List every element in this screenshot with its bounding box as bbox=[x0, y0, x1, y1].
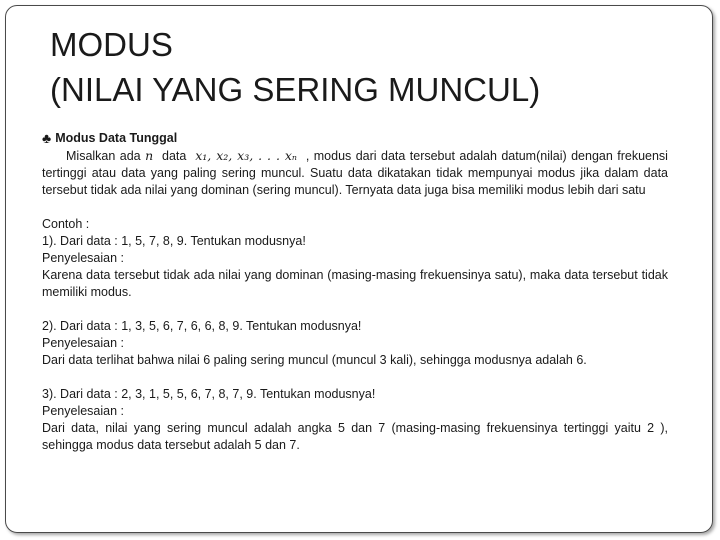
slide-content bbox=[42, 130, 668, 454]
var-x-sequence: x₁, x₂, x₃, . . . xₙ bbox=[195, 148, 297, 163]
title-line-1: MODUS bbox=[50, 26, 173, 63]
example-3-solution-label: Penyelesaian : bbox=[42, 404, 125, 418]
intro-post: , modus dari data tersebut adalah datum(nilai) dengan frekuensi tertinggi atau data yang paling sering muncul. Suatu data dikatakan tidak mempunyai modus jika dalam data tersebut tidak ada nilai yang dominan (sering muncul). Ternyata data juga bisa memiliki modus lebih dari satu bbox=[42, 149, 668, 197]
example-3-question: 3). Dari data : 2, 3, 1, 5, 5, 6, 7, 8, 7, 9. Tentukan modusnya! bbox=[42, 387, 376, 401]
intro-pre: Misalkan ada bbox=[66, 149, 141, 163]
slide-title bbox=[50, 22, 540, 112]
example-1-solution: Karena data tersebut tidak ada nilai yang dominan (masing-masing frekuensinya satu), maka data tersebut tidak memiliki modus. bbox=[42, 268, 668, 299]
section-heading bbox=[42, 130, 668, 147]
example-2-solution: Dari data terlihat bahwa nilai 6 paling sering muncul (muncul 3 kali), sehingga modusnya adalah 6. bbox=[42, 353, 587, 367]
title-line-2: (NILAI YANG SERING MUNCUL) bbox=[50, 71, 541, 108]
var-n: n bbox=[145, 148, 154, 163]
example-3-solution: Dari data, nilai yang sering muncul adalah angka 5 dan 7 (masing-masing frekuensinya tertinggi yaitu 2 ), sehingga modus data tersebut adalah 5 dan 7. bbox=[42, 421, 668, 452]
example-2-solution-label: Penyelesaian : bbox=[42, 336, 125, 350]
intro-mid: data bbox=[162, 149, 187, 163]
example-1-question: 1). Dari data : 1, 5, 7, 8, 9. Tentukan modusnya! bbox=[42, 234, 306, 248]
club-icon: ♣ bbox=[42, 130, 52, 146]
examples-label: Contoh : bbox=[42, 217, 90, 231]
example-1-solution-label: Penyelesaian : bbox=[42, 251, 125, 265]
example-2-question: 2). Dari data : 1, 3, 5, 6, 7, 6, 6, 8, 9. Tentukan modusnya! bbox=[42, 319, 362, 333]
definition-paragraph bbox=[42, 147, 668, 199]
section-heading-text: Modus Data Tunggal bbox=[55, 131, 178, 145]
